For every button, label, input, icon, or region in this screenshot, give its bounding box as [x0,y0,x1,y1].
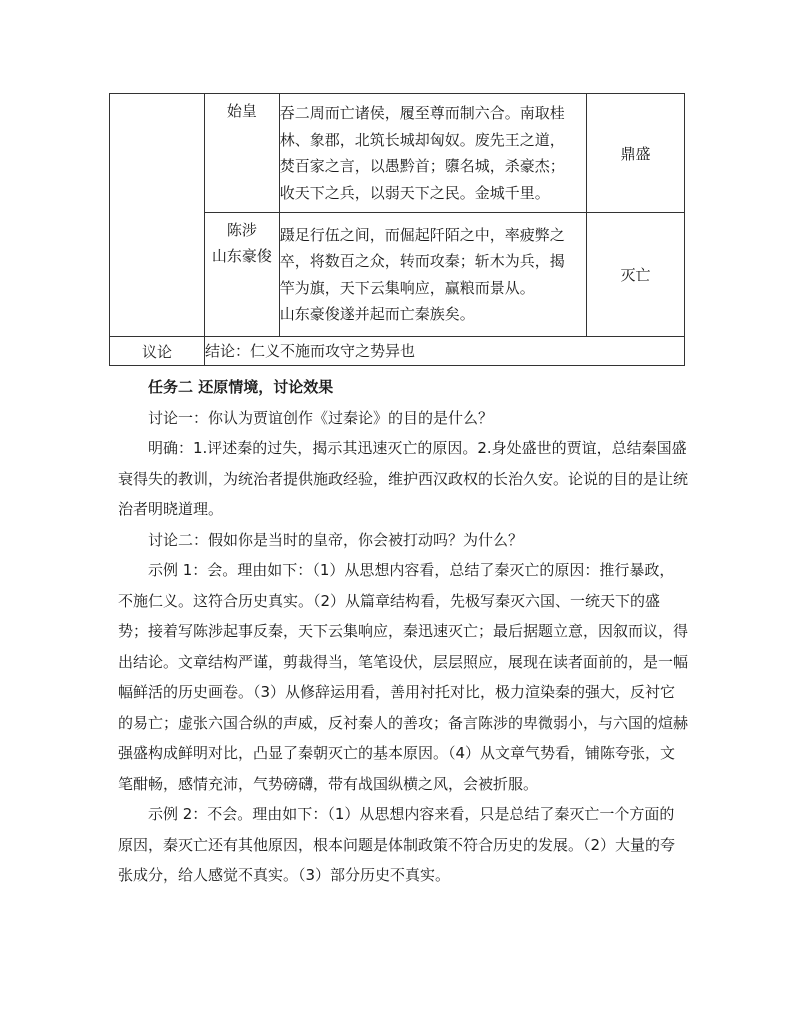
subject-name: 山东豪俊 [211,247,272,266]
conclusion-cell [204,337,684,366]
content-line: 竿为旗，天下云集响应，赢粮而景从。 [279,278,535,297]
discussion-label-cell [110,337,205,366]
content-line: 吞二周而亡诸侯，履至尊而制六合。南取桂 [279,104,565,123]
result-cell [586,213,684,337]
table-row [110,337,685,366]
content-cell [279,94,586,213]
content-line: 蹑足行伍之间，而倔起阡陌之中，率疲弊之 [279,225,565,244]
subject-name: 陈涉 [226,221,257,240]
paragraph: 示例 2：不会。理由如下：（1）从思想内容来看，只是总结了秦灭亡一个方面的原因，秦灭亡还有其他原因，根本问题是体制政策不符合历史的发展。（2）大量的夸张成分，给人感觉不真实。（3）部分历史不真实。 [118,805,676,884]
content-line: 焚百家之言，以愚黔首；隳名城，杀豪杰； [279,157,565,176]
task-heading: 任务二 还原情境，讨论效果 [148,378,334,396]
result-label: 灭亡 [620,266,651,285]
content-cell [279,213,586,337]
subject-cell [204,94,279,213]
result-label: 鼎盛 [620,144,651,163]
content-line: 收天下之兵，以弱天下之民。金城千里。 [279,183,550,202]
paragraph: 示例 1：会。理由如下：（1）从思想内容看，总结了秦灭亡的原因：推行暴政，不施仁义。这符合历史真实。（2）从篇章结构看，先极写秦灭六国、一统天下的盛势；接着写陈涉起事反秦，天下云集响应，秦迅速灭亡；最后据题立意，因叙而议，得出结论。文章结构严谨，剪裁得当，笔笔设伏，层层照应，展现在读者面前的，是一幅幅鲜活的历史画卷。（3）从修辞运用看，善用衬托对比，极力渲染秦的强大，反衬它的易亡；虚张六国合纵的声威，反衬秦人的善攻；备言陈涉的卑微弱小，与六国的煊赫强盛构成鲜明对比，凸显了秦朝灭亡的基本原因。（4）从文章气势看，铺陈夸张，文笔酣畅，感情充沛，气势磅礴，带有战国纵横之风，会被折服。 [118,561,689,793]
content-line: 林、象郡，北筑长城却匈奴。废先王之道， [279,130,565,149]
content-line: 卒，将数百之众，转而攻秦；斩木为兵，揭 [279,252,565,271]
analysis-table [109,93,685,366]
paragraph: 明确：1.评述秦的过失，揭示其迅速灭亡的原因。2.身处盛世的贾谊，总结秦国盛衰得失的教训，为统治者提供施政经验，维护西汉政权的长治久安。论说的目的是让统治者明晓道理。 [118,439,689,518]
body-text [118,372,688,891]
conclusion-text: 结论：仁义不施而攻守之势异也 [204,341,415,360]
table-row [110,94,685,213]
subject-cell [204,213,279,337]
discussion-label: 议论 [141,342,172,361]
paragraph: 讨论一：你认为贾谊创作《过秦论》的目的是什么？ [148,408,494,427]
table-empty-cell [110,94,205,337]
result-cell [586,94,684,213]
subject-name: 始皇 [226,102,257,120]
paragraph: 讨论二：假如你是当时的皇帝，你会被打动吗？为什么？ [148,530,524,549]
content-line: 山东豪俊遂并起而亡秦族矣。 [279,305,475,324]
